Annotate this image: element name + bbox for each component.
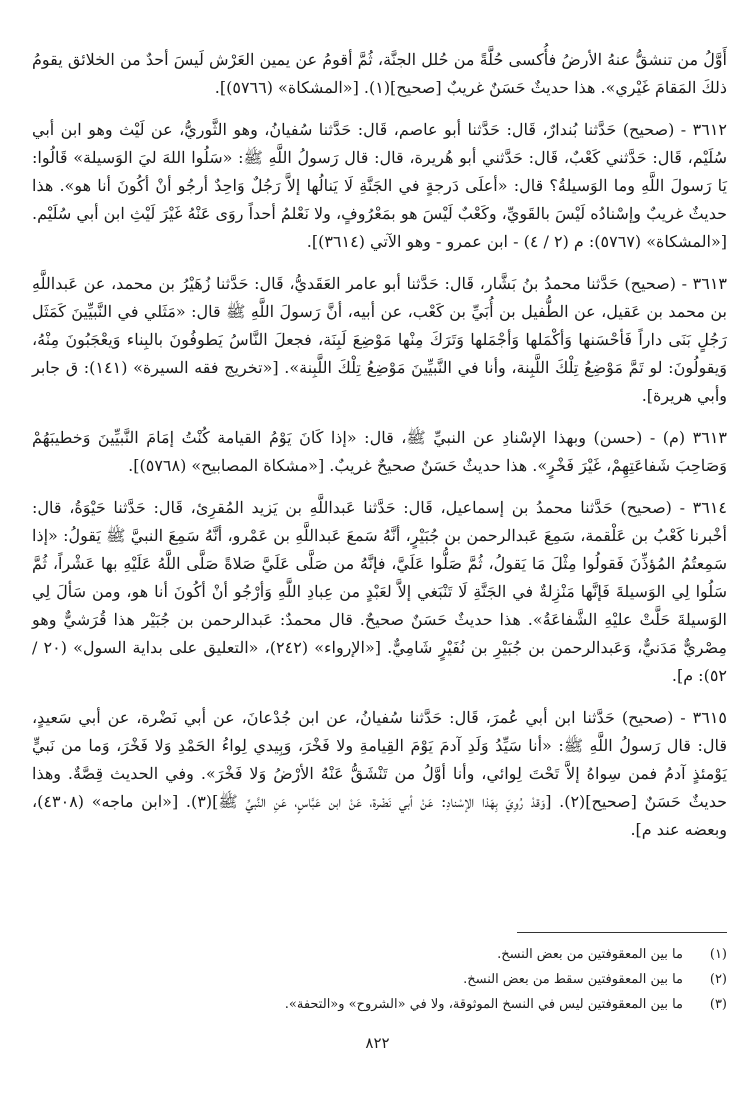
- hadith-text-body: [32, 46, 727, 844]
- footnotes: [32, 942, 727, 1017]
- hadith-3615-paragraph: ٣٦١٥ - (صحيح) حَدَّثنا ابن أبي عُمرَ، قَال: حَدَّثنا سُفيانُ، عن ابن جُدْعانَ، عن أبي نَضْرة، عن أبي سَعيدٍ، قال: قال رَسولُ اللَّهِ ﷺ: «أنا سَيِّدُ وَلَدِ آدمَ يَوْمَ القِيامةِ ولا فَخْرَ، وَبِيدي لِواءُ الحَمْدِ وَلا فَخْرَ، وَما من نَبيٍّ يَوْمئذٍ آدمُ فمن سِواهُ إلاَّ تَحْتَ لِوائي، وأنا أوَّلُ من تَنْشَقُّ عَنْهُ الأرْضُ وَلا فَخْرَ». وفي الحديث قِصَّةٌ. وهذا حديثٌ حَسَنٌ [صحيح](٢). [وَقدْ رُوِيَ بِهَذا الإسْنادِ: عَنْ أبي نَضْرة، عَنْ ابن عَبَّاسٍ، عَنِ النَّبيِّ ﷺ](٣). [«ابن ماجه» (٤٣٠٨)، وبعضه عند م].: [32, 708, 728, 839]
- footnote-text: ما بين المعقوفتين من بعض النسخ.: [497, 947, 683, 962]
- footnote-item: [32, 992, 727, 1017]
- footnote-item: [32, 942, 727, 967]
- footnote-text: ما بين المعقوفتين ليس في النسخ الموثوقة، ولا في «الشروح» و«التحفة».: [284, 997, 683, 1012]
- footnote-number: (١): [709, 947, 727, 962]
- footnote-number: (٣): [709, 997, 727, 1012]
- hadith-3614-paragraph: ٣٦١٤ - (صحيح) حَدَّثنا محمدُ بن إسماعيل، قَال: حَدَّثنا عَبداللَّهِ بن يَزيد المُقرِئ، قَال: حَدَّثنا حَيْوَةُ، قال: أخْبرنا كَعْبُ بن عَلْقمة، سَمِعَ عَبدالرحمن بن جُبَيْرٍ، أنَّهُ سَمعَ عَبداللَّهِ بن عَمْرو، أنَّهُ سَمِعَ النبيَّ ﷺ يَقولُ: «إذا سَمِعتُمُ المُؤذِّنَ فَقولُوا مِثْلَ مَا يَقولُ، ثُمَّ صَلُّوا عَلَيَّ، فإنَّهُ من صَلَّى عَلَيَّ صَلاةً صَلَّى اللَّهُ عَلَيْهِ بها عَشْراً، ثُمَّ سَلُوا لِي الوَسيلةَ فَإنَّها مَنْزِلةٌ في الجَنَّةِ لَا تَنْبَغي إلاَّ لعَبْدٍ من عِبادِ اللَّهِ وَأرْجُو أنْ أكُونَ أنا هو، ومن سَألَ لِي الوَسيلةَ حَلَّتْ عليْهِ الشَّفاعَةُ». هذا حديثٌ حَسَنٌ صحيحٌ. قال محمدٌ: عَبدالرحمن بن جُبَيْر هذا قُرَشيٌّ وهو مِصْريٌّ مَدَنيٌّ، وَعَبدالرحمن بن جُبَيْرِ بن نُفَيْرٍ شَامِيٌّ. [«الإرواء» (٢٤٢)، «التعليق على بداية السول» (٢٠ / ٥٢): م].: [32, 498, 727, 685]
- hadith-3613m-paragraph: ٣٦١٣ (م) - (حسن) وبهذا الإسْنادِ عن النبيِّ ﷺ، قال: «إذا كَانَ يَوْمُ القيامة كُنْتُ إمَامَ النَّبيِّينَ وَخطيبَهُمْ وَصَاحِبَ شَفاعَتِهِمْ، غَيْرَ فَخْرٍ». هذا حديثٌ حَسَنٌ صحيحٌ غريبٌ. [«مشكاة المصابيح» (٥٧٦٨)].: [32, 428, 728, 475]
- footnote-number: (٢): [709, 972, 727, 987]
- page-number: ٨٢٢: [365, 1034, 390, 1052]
- hadith-continuation-paragraph: أَوَّلُ من تنشقُّ عنهُ الأرضُ فأُكسى حُلَّةً من حُلل الجنَّة، ثُمَّ أقومُ عن يمين العَرْش لَيسَ أحدٌ من الخلائق يقومُ ذلكَ المَقامَ غَيْري». هذا حديثٌ حَسَنٌ غريبٌ [صحيح](١). [«المشكاة» (٥٧٦٦)].: [32, 50, 727, 97]
- footnote-item: [32, 967, 727, 992]
- hadith-3612-paragraph: ٣٦١٢ - (صحيح) حَدَّثنا بُندارٌ، قَال: حَدَّثنا أبو عاصم، قَال: حَدَّثنا سُفيانُ، وهو الثَّوريُّ، عن لَيْث وهو ابن أبي سُلَيْم، قَال: حَدَّثني كَعْبٌ، قَال: حَدَّثني أبو هُريرة، قال: قال رَسولُ اللَّهِ ﷺ: «سَلُوا اللهَ ليَ الوَسيلة» قَالُوا: يَا رَسولَ اللَّهِ وما الوَسيلةُ؟ قال: «أعلَى دَرجةٍ في الجَنَّةِ لَا يَنالُها إلاَّ رَجُلٌ وَاحِدٌ أرجُو أنْ أكُونَ أنا هو». هذا حديثٌ غريبٌ وإسْنادُه لَيْسَ بالقَويِّ، وكَعْبٌ لَيْسَ هو بمَعْرُوفٍ، ولا نَعْلمُ أحداً روَى عَنْهُ غَيْرَ لَيْثِ ابن أبي سُلَيْم. [«المشكاة» (٥٧٦٧): م (٢ / ٤) - ابن عمرو - وهو الآتي (٣٦١٤)].: [32, 120, 728, 251]
- footnote-separator-rule: [517, 932, 727, 933]
- footnote-text: ما بين المعقوفتين سقط من بعض النسخ.: [463, 972, 683, 987]
- hadith-3613-paragraph: ٣٦١٣ - (صحيح) حَدَّثنا محمدُ بنُ بَشَّار، قَال: حَدَّثنا أبو عامر العَقَديُّ، قَال: حَدَّثنا زُهَيْرُ بن محمد، عن عَبداللَّهِ بن محمد بن عَقيل، عن الطُّفيل بن أُبَيِّ بن كَعْب، عن أبيه، أنَّ رَسولَ اللَّهِ ﷺ قال: «مَثَلي في النَّبيِّينَ كَمَثَل رَجُلٍ بَنَى داراً فَأحْسَنها وَأكْمَلها وَأجْمَلها وَتَرَكَ مِنْها مَوْضِعَ لَبِنَة، فجعلَ النَّاسُ يَطوفُونَ بالبِناء وَيعْجَبُونَ مِنْهُ، وَيقولُونَ: لو تَمَّ مَوْضِعُ تِلْكَ اللَّبِنة، وأنا في النَّبيِّينَ مَوْضِعُ تِلْكَ اللَّبِنة». [«تخريج فقه السيرة» (١٤١): ق جابر وأبي هريرة].: [32, 274, 728, 405]
